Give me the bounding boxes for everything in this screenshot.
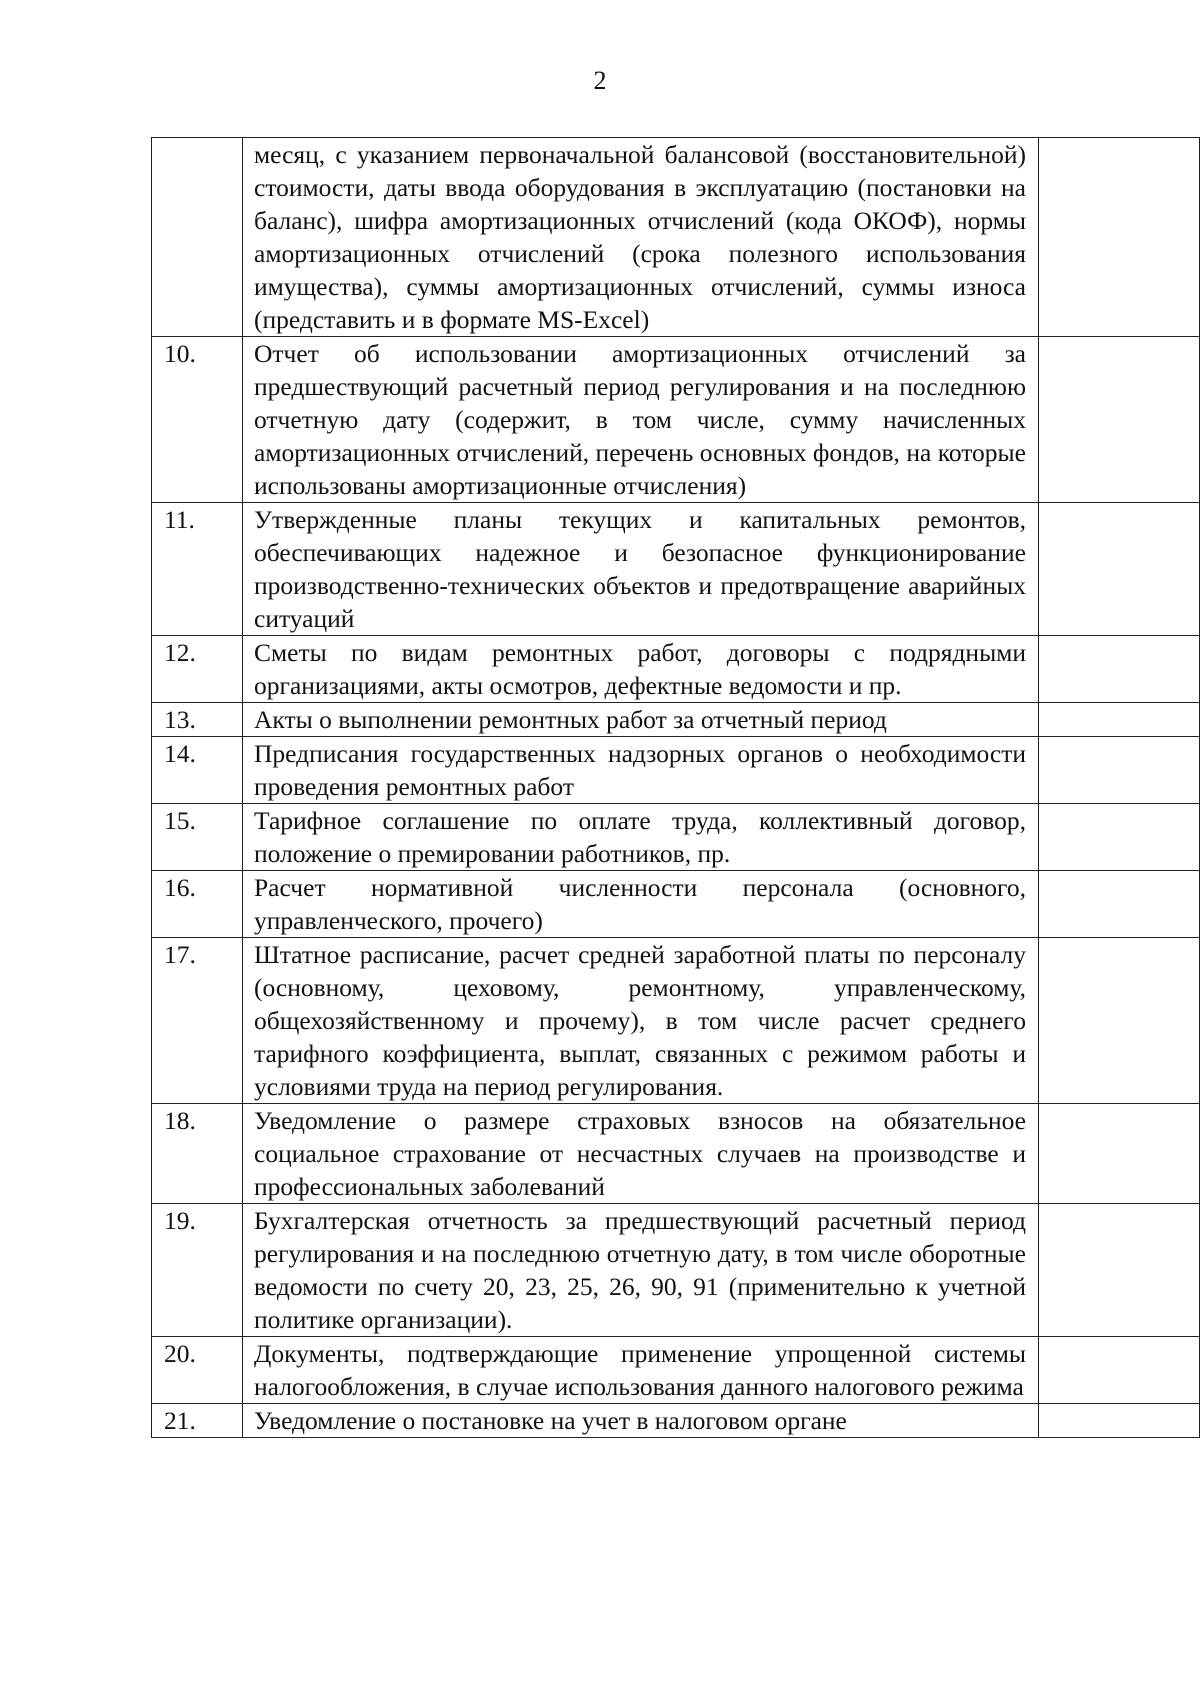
row-mark-cell (1039, 871, 1200, 938)
row-text: Утвержденные планы текущих и капитальных ремонтов, обеспечивающих надежное и безопасное функционирование производственно-технических объектов и предотвращение аварийных ситуаций (243, 503, 1039, 636)
table-row (152, 1337, 1200, 1404)
page-number: 2 (593, 66, 607, 95)
row-number: 21. (152, 1404, 243, 1438)
row-mark-cell (1039, 804, 1200, 871)
table-row (152, 1204, 1200, 1337)
row-mark-cell (1039, 1404, 1200, 1438)
row-mark-cell (1039, 337, 1200, 503)
row-number: 16. (152, 871, 243, 938)
row-mark-cell (1039, 1204, 1200, 1337)
row-number: 14. (152, 737, 243, 804)
row-mark-cell (1039, 938, 1200, 1104)
table-row (152, 871, 1200, 938)
row-text: Уведомление о постановке на учет в налоговом органе (243, 1404, 1039, 1438)
table-row (152, 503, 1200, 636)
row-mark-cell (1039, 636, 1200, 703)
row-number: 18. (152, 1104, 243, 1204)
table-row (152, 138, 1200, 337)
table-row (152, 804, 1200, 871)
table-row (152, 1104, 1200, 1204)
row-text: Предписания государственных надзорных органов о необходимости проведения ремонтных работ (243, 737, 1039, 804)
row-number: 15. (152, 804, 243, 871)
row-mark-cell (1039, 503, 1200, 636)
row-text: Акты о выполнении ремонтных работ за отчетный период (243, 703, 1039, 737)
row-text: Уведомление о размере страховых взносов на обязательное социальное страхование от несчастных случаев на производстве и профессиональных заболеваний (243, 1104, 1039, 1204)
row-mark-cell (1039, 138, 1200, 337)
row-text: Штатное расписание, расчет средней заработной платы по персоналу (основному, цеховому, ремонтному, управленческому, общехозяйственному и прочему), в том числе расчет среднего тарифного коэффициента, выплат, связанных с режимом работы и условиями труда на период регулирования. (243, 938, 1039, 1104)
row-number: 19. (152, 1204, 243, 1337)
row-mark-cell (1039, 1104, 1200, 1204)
row-text: Расчет нормативной численности персонала (основного, управленческого, прочего) (243, 871, 1039, 938)
table-row (152, 938, 1200, 1104)
table-row (152, 737, 1200, 804)
row-number: 10. (152, 337, 243, 503)
row-number: 12. (152, 636, 243, 703)
row-mark-cell (1039, 703, 1200, 737)
row-text: Бухгалтерская отчетность за предшествующий расчетный период регулирования и на последнюю отчетную дату, в том числе оборотные ведомости по счету 20, 23, 25, 26, 90, 91 (применительно к учетной политике организации). (243, 1204, 1039, 1337)
row-mark-cell (1039, 737, 1200, 804)
row-number: 17. (152, 938, 243, 1104)
table-row (152, 703, 1200, 737)
document-list-table (151, 137, 1200, 1438)
row-number: 13. (152, 703, 243, 737)
row-number: 20. (152, 1337, 243, 1404)
row-text: Тарифное соглашение по оплате труда, коллективный договор, положение о премировании работников, пр. (243, 804, 1039, 871)
row-text: Сметы по видам ремонтных работ, договоры с подрядными организациями, акты осмотров, дефектные ведомости и пр. (243, 636, 1039, 703)
table-row (152, 337, 1200, 503)
row-number: 11. (152, 503, 243, 636)
row-mark-cell (1039, 1337, 1200, 1404)
row-text: Документы, подтверждающие применение упрощенной системы налогообложения, в случае использования данного налогового режима (243, 1337, 1039, 1404)
row-number (152, 138, 243, 337)
row-text: Отчет об использовании амортизационных отчислений за предшествующий расчетный период регулирования и на последнюю отчетную дату (содержит, в том числе, сумму начисленных амортизационных отчислений, перечень основных фондов, на которые использованы амортизационные отчисления) (243, 337, 1039, 503)
table-row (152, 636, 1200, 703)
row-text: месяц, с указанием первоначальной балансовой (восстановительной) стоимости, даты ввода оборудования в эксплуатацию (постановки на баланс), шифра амортизационных отчислений (кода ОКОФ), нормы амортизационных отчислений (срока полезного использования имущества), суммы амортизационных отчислений, суммы износа (представить и в формате MS-Excel) (243, 138, 1039, 337)
table-row (152, 1404, 1200, 1438)
